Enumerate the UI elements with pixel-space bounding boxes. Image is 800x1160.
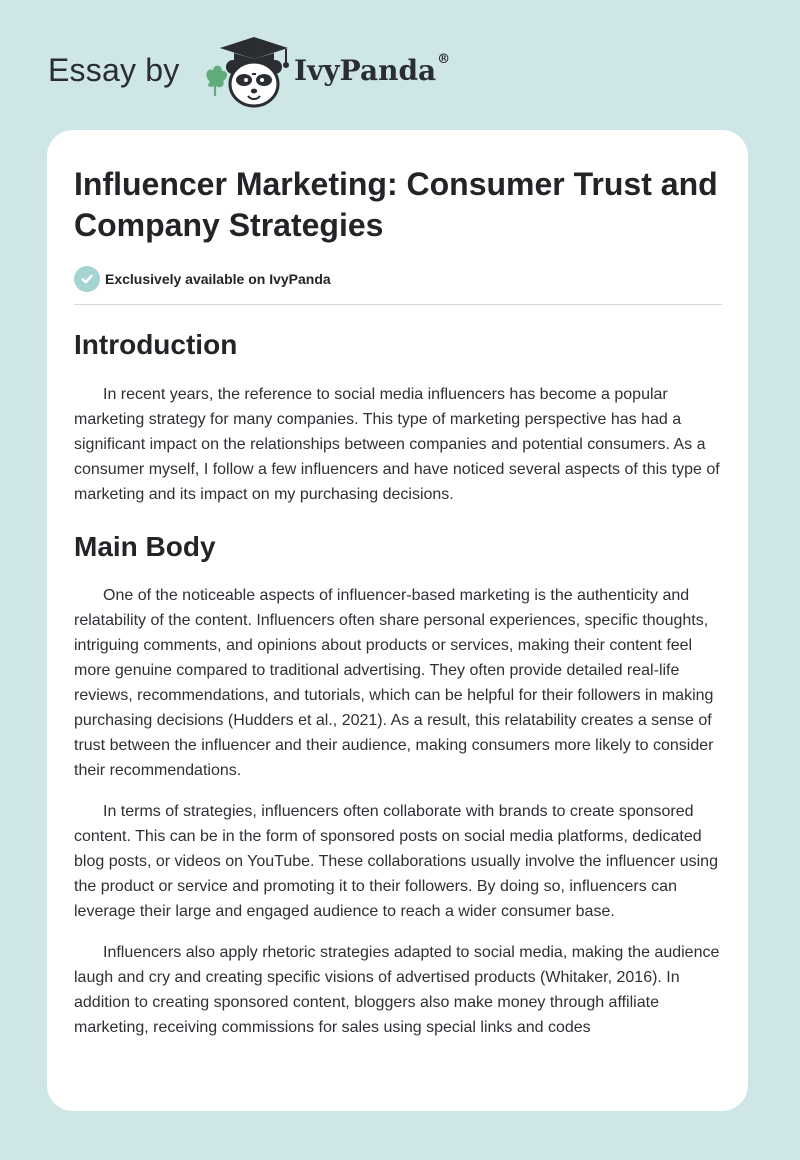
ivypanda-logo-icon[interactable] — [202, 34, 294, 110]
ivy-leaf-icon — [206, 66, 227, 96]
essay-content — [74, 164, 722, 1040]
section-heading-introduction: Introduction — [74, 329, 238, 360]
paragraph: Influencers also apply rhetoric strategies adapted to social media, making the audience laugh and cry and creating specific visions of advertised products (Whitaker, 2016). In addition to creating sponsored content, bloggers also make money through affiliate marketing, receiving commissions for sales using special links and codes — [74, 944, 720, 1036]
paragraph: In terms of strategies, influencers often collaborate with brands to create sponsored content. This can be in the form of sponsored posts on social media platforms, dedicated blog posts, or videos on YouTube. These collaborations usually involve the influencer using the product or service and promoting it to their followers. By doing so, influencers can leverage their large and engaged audience to reach a wider consumer base. — [74, 803, 718, 920]
essay-title: Influencer Marketing: Consumer Trust and Company Strategies — [74, 166, 718, 243]
site-header — [48, 34, 488, 110]
exclusive-badge-text: Exclusively available on IvyPanda — [105, 271, 331, 287]
paragraph: One of the noticeable aspects of influencer-based marketing is the authenticity and relatability of the content. Influencers often share personal experiences, specific thoughts, intriguing comments, and opinions about products or services, making their content feel more genuine compared to traditional advertising. They often provide detailed real-life reviews, recommendations, and tutorials, which can be helpful for their followers in making purchasing decisions (Hudders et al., 2021). As a result, this relatability creates a sense of trust between the influencer and their audience, making consumers more likely to consider their recommendations. — [74, 587, 714, 779]
registered-mark: ® — [437, 52, 451, 67]
title-divider — [74, 304, 722, 305]
essay-card — [47, 130, 748, 1111]
check-icon — [74, 266, 100, 292]
essay-by-label: Essay by — [48, 52, 180, 88]
paragraph: In recent years, the reference to social media influencers has become a popular marketing strategy for many companies. This type of marketing perspective has had a significant impact on the relationships between companies and potential consumers. As a consumer myself, I follow a few influencers and have noticed several aspects of this type of marketing and its impact on my purchasing decisions. — [74, 386, 720, 503]
exclusive-badge — [74, 266, 722, 292]
panda-head-icon — [226, 60, 282, 106]
section-heading-main-body: Main Body — [74, 531, 216, 562]
ivypanda-wordmark[interactable]: IvyPanda® — [294, 52, 451, 87]
